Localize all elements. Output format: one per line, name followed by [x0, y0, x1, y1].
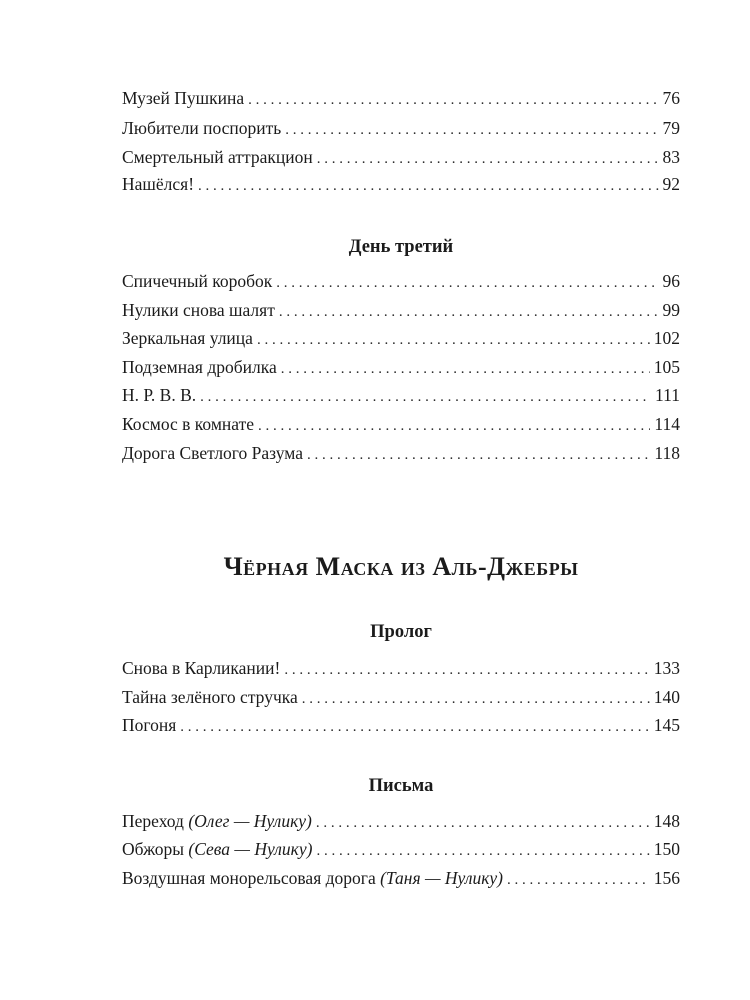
toc-entry [122, 113, 680, 143]
toc-leader-dots [284, 653, 649, 685]
toc-leader-dots [248, 83, 658, 115]
toc-entry [122, 806, 680, 836]
toc-entry-title [122, 834, 312, 864]
toc-entry-title-text: Переход [122, 811, 184, 831]
toc-entry-page: 150 [653, 839, 680, 859]
toc-entry [122, 710, 680, 740]
toc-entry [122, 295, 680, 325]
section-heading: Пролог [370, 622, 432, 642]
toc-entry-title-text: Воздушная монорельсовая дорога [122, 868, 376, 888]
toc-entry-title: Зеркальная улица [122, 328, 253, 348]
toc-entry-title: Н. Р. В. В. [122, 385, 197, 405]
toc-entry-title: Тайна зелёного стручка [122, 687, 298, 707]
toc-leader-dots [316, 834, 649, 866]
toc-entry [122, 266, 680, 296]
toc-entry-page: 148 [653, 811, 680, 831]
toc-entry-page: 99 [662, 300, 680, 320]
toc-entry [122, 438, 680, 468]
toc-leader-dots [285, 113, 658, 145]
part-title: Чёрная Маска из Аль-Джебры [223, 552, 579, 581]
toc-entry-page: 79 [662, 118, 680, 138]
toc-entry-note: (Сева — Нулику) [188, 839, 313, 859]
section-heading: День третий [348, 237, 454, 257]
toc-entry [122, 169, 680, 199]
toc-entry-page: 118 [654, 443, 680, 463]
toc-entry [122, 409, 680, 439]
toc-entry-note: (Таня — Нулику) [380, 868, 503, 888]
toc-entry [122, 653, 680, 683]
toc-entry [122, 834, 680, 864]
toc-leader-dots [180, 710, 649, 742]
toc-leader-dots [258, 409, 650, 441]
toc-leader-dots [200, 380, 651, 412]
toc-entry-title: Любители поспорить [122, 118, 282, 138]
toc-entry [122, 380, 680, 410]
toc-entry-page: 140 [653, 687, 680, 707]
toc-entry-page: 156 [653, 868, 680, 888]
toc-entry-title: Космос в комнате [122, 414, 254, 434]
toc-entry-title [122, 806, 312, 836]
toc-leader-dots [257, 323, 650, 355]
toc-entry-page: 76 [662, 88, 680, 108]
toc-entry-page: 102 [653, 328, 680, 348]
toc-entry-title: Музей Пушкина [122, 88, 245, 108]
toc-entry [122, 83, 680, 113]
toc-entry-page: 111 [655, 385, 680, 405]
toc-leader-dots [507, 863, 650, 895]
toc-entry-title: Дорога Светлого Разума [122, 443, 303, 463]
toc-leader-dots [307, 438, 650, 470]
toc-entry-page: 83 [662, 147, 680, 167]
toc-entry-title [122, 863, 503, 893]
toc-entry-page: 105 [653, 357, 680, 377]
toc-entry-title: Погоня [122, 715, 177, 735]
toc-entry-title: Нулики снова шалят [122, 300, 275, 320]
toc-entry-title: Спичечный коробок [122, 271, 273, 291]
toc-entry-note: (Олег — Нулику) [188, 811, 312, 831]
toc-entry-page: 133 [653, 658, 680, 678]
section-heading: Письма [368, 776, 434, 796]
toc-entry-title: Снова в Карликании! [122, 658, 281, 678]
toc-entry [122, 142, 680, 172]
toc-entry-title: Подземная дробилка [122, 357, 277, 377]
toc-entry-page: 145 [653, 715, 680, 735]
toc-entry-page: 114 [654, 414, 680, 434]
toc-leader-dots [276, 266, 658, 298]
toc-entry-title: Нашёлся! [122, 174, 195, 194]
toc-entry [122, 323, 680, 353]
toc-entry-page: 92 [662, 174, 680, 194]
toc-entry [122, 682, 680, 712]
toc-entry-title: Смертельный аттракцион [122, 147, 313, 167]
toc-entry [122, 352, 680, 382]
toc-entry [122, 863, 680, 893]
toc-leader-dots [198, 169, 658, 201]
toc-entry-page: 96 [662, 271, 680, 291]
toc-entry-title-text: Обжоры [122, 839, 185, 859]
